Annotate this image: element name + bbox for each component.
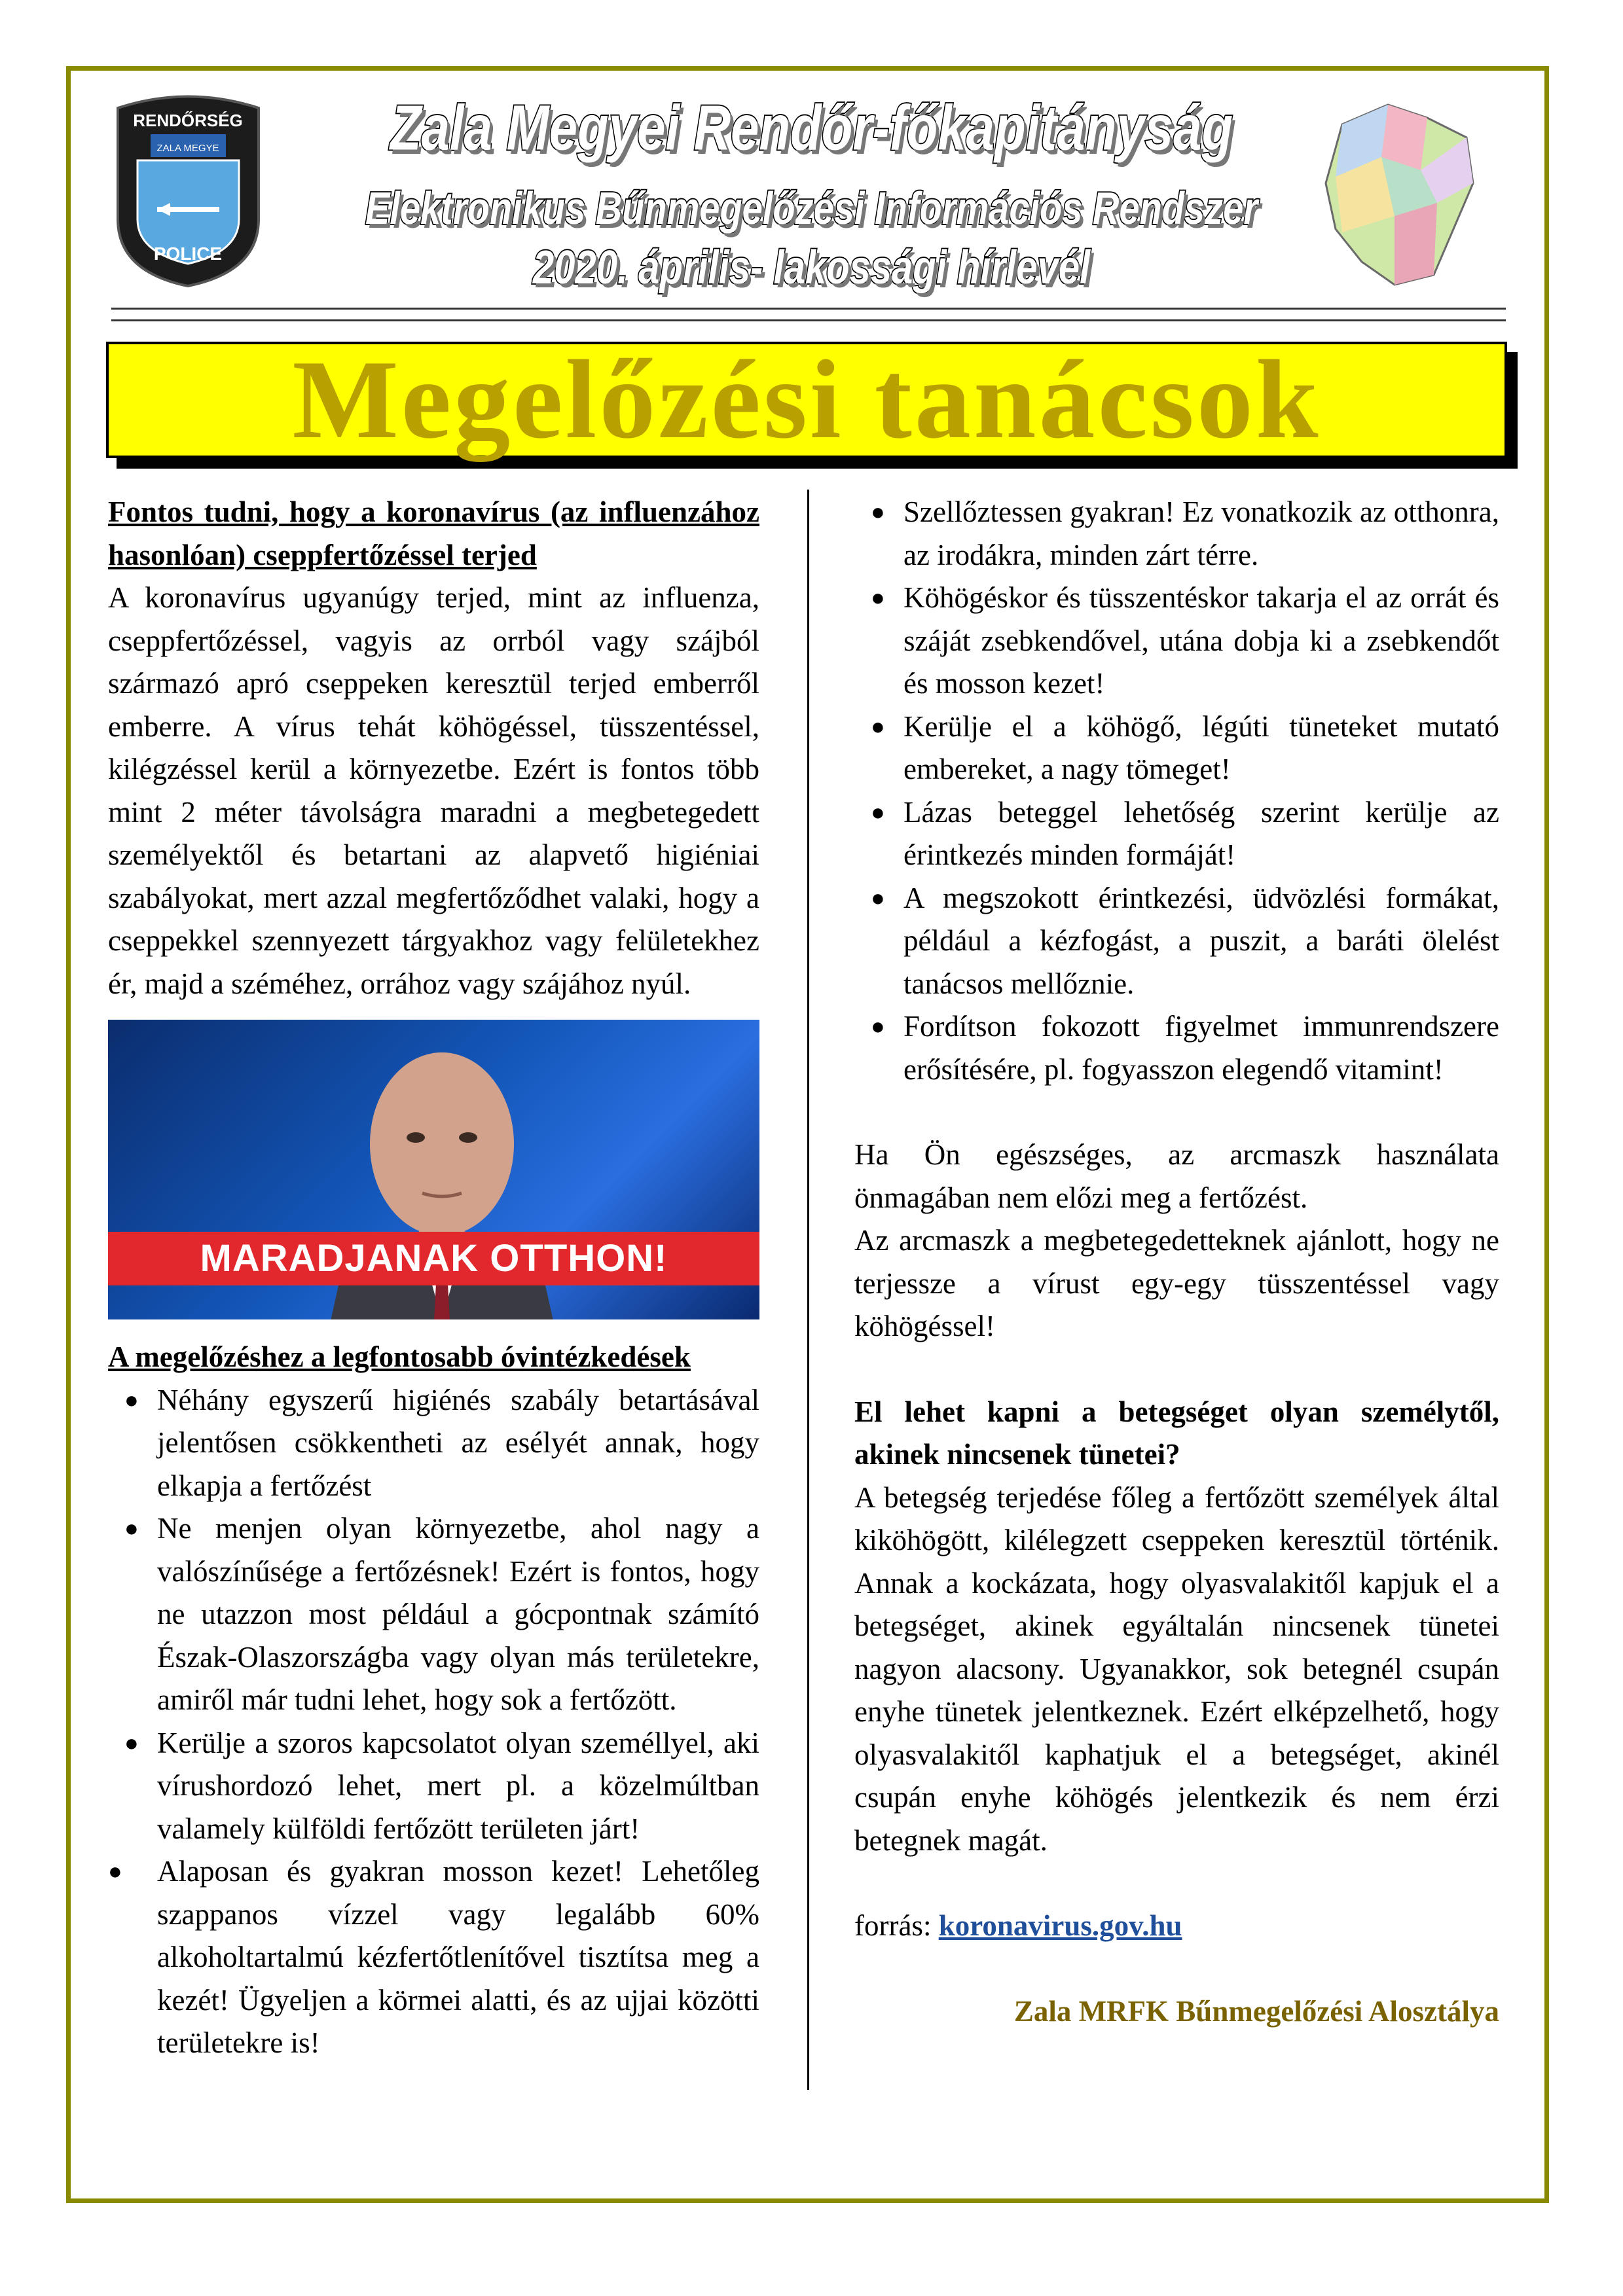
source-link[interactable]: koronavirus.gov.hu [938, 1909, 1182, 1942]
header-divider-2 [111, 319, 1506, 321]
answer-paragraph: A betegség terjedése főleg a fertőzött személyek által kiköhögött, kilélegzett cseppeken keresztül történik. Annak a kockázata, hogy olyasvalakitől kapjuk el a betegséget, akinek egyáltalán nincsenek tünetei nagyon alacsony. Ugyanakkor, sok betegnél csupán enyhe tünetek jelentkeznek. Ezért elképzelhető, hogy olyasvalakitől kaphatjuk el a betegséget, akinél csupán enyhe köhögés jelentkezik és nem érzi betegnek magát. [854, 1480, 1499, 1857]
signature: Zala MRFK Bűnmegelőzési Alosztálya [1013, 1994, 1499, 2028]
page-title: Megelőzési tanácsok [292, 338, 1321, 462]
title-banner [106, 338, 1507, 462]
source-label: forrás: [854, 1909, 932, 1942]
header-issue-title: 2020. április- lakossági hírlevél [532, 240, 1091, 295]
header-divider-1 [111, 308, 1506, 310]
list-item: ● Kerülje el a köhögő, légúti tüneteket mutató embereket, a nagy tömeget! [871, 709, 1499, 785]
header-system-title: Elektronikus Bűnmegelőzési Információs Rendszer [365, 182, 1258, 234]
section-heading-spread: Fontos tudni, hogy a koronavírus (az influenzához hasonlóan) cseppfertőzéssel terjed [108, 495, 759, 571]
intro-paragraph: A koronavírus ugyanúgy terjed, mint az influenza, cseppfertőzéssel, vagyis az orrból vagy szájból származó apró cseppeken keresztül terjed emberről emberre. A vírus tehát köhögéssel, tüsszentéssel, kilégzéssel kerül a környezetbe. Ezért is fontos több mint 2 méter távolságra maradni a megbetegedett személyektől és betartani az alapvető higiéniai szabályokat, mert azzal megfertőződhet valaki, hogy a cseppekkel szennyezett tárgyakhoz vagy felületekhez ér, majd a széméhez, orrához vagy szájához nyúl. [108, 581, 759, 1000]
stay-home-photo [108, 1020, 759, 1319]
list-item: ● Kerülje a szoros kapcsolatot olyan személlyel, aki vírushordozó lehet, mert pl. a közelmúltban valamely külföldi fertőzött területen járt! [124, 1726, 759, 1845]
stay-home-banner [108, 1232, 759, 1285]
header-org-title: Zala Megyei Rendőr-főkapitányság [390, 91, 1233, 164]
section-heading-precautions: A megelőzéshez a legfontosabb óvintézkedések [108, 1340, 691, 1373]
list-item: ● Néhány egyszerű higiénés szabály betartásával jelentősen csökkentheti az esélyét annak, hogy elkapja a fertőzést [124, 1383, 759, 1502]
left-column [108, 491, 759, 2065]
list-item: ● Fordítson fokozott figyelmet immunrendszere erősítésére, pl. fogyasszon elegendő vitamint! [871, 1010, 1499, 1086]
right-column [854, 491, 1499, 2033]
list-item: ● Lázas beteggel lehetőség szerint kerülje az érintkezés minden formáját! [871, 795, 1499, 871]
column-divider [807, 490, 809, 2090]
list-item: ● Alaposan és gyakran mosson kezet! Lehetőleg szappanos vízzel vagy legalább 60% alkoholtartalmú kézfertőtlenítővel tisztítsa meg a kezét! Ügyeljen a körmei alatti, és az ujjai közötti területekre is! [108, 1855, 759, 2059]
list-item: ● Szellőztessen gyakran! Ez vonatkozik az otthonra, az irodákra, minden zárt térre. [871, 495, 1499, 571]
mask-paragraph-1: Ha Ön egészséges, az arcmaszk használata önmagában nem előzi meg a fertőzést. [854, 1138, 1499, 1214]
precautions-list-right [854, 491, 1499, 1091]
badge-top-text: RENDŐRSÉG [133, 111, 243, 130]
question-heading: El lehet kapni a betegséget olyan személytől, akinek nincsenek tünetei? [854, 1395, 1499, 1471]
badge-bottom-text: POLICE [153, 243, 223, 264]
list-item: ● Ne menjen olyan környezetbe, ahol nagy a valószínűsége a fertőzésnek! Ezért is fontos, hogy ne utazzon most például a gócpontnak számító Észak-Olaszországba vagy olyan más területekre, amiről már tudni lehet, hogy sok a fertőzött. [124, 1512, 759, 1716]
list-item: ● Köhögéskor és tüsszentéskor takarja el az orrát és száját zsebkendővel, utána dobja ki a zsebkendőt és mosson kezet! [871, 581, 1499, 700]
precautions-list-left [108, 1379, 759, 2065]
badge-county-text: ZALA MEGYE [156, 143, 219, 154]
source-line [854, 1905, 1499, 1948]
list-item: ● A megszokott érintkezési, üdvözlési formákat, például a kézfogást, a puszit, a baráti ölelést tanácsos mellőznie. [871, 881, 1499, 1000]
stay-home-caption: MARADJANAK OTTHON! [200, 1237, 668, 1280]
mask-paragraph-2: Az arcmaszk a megbetegedetteknek ajánlott, hogy ne terjessze a vírust egy-egy tüsszentéssel vagy köhögéssel! [854, 1224, 1499, 1342]
